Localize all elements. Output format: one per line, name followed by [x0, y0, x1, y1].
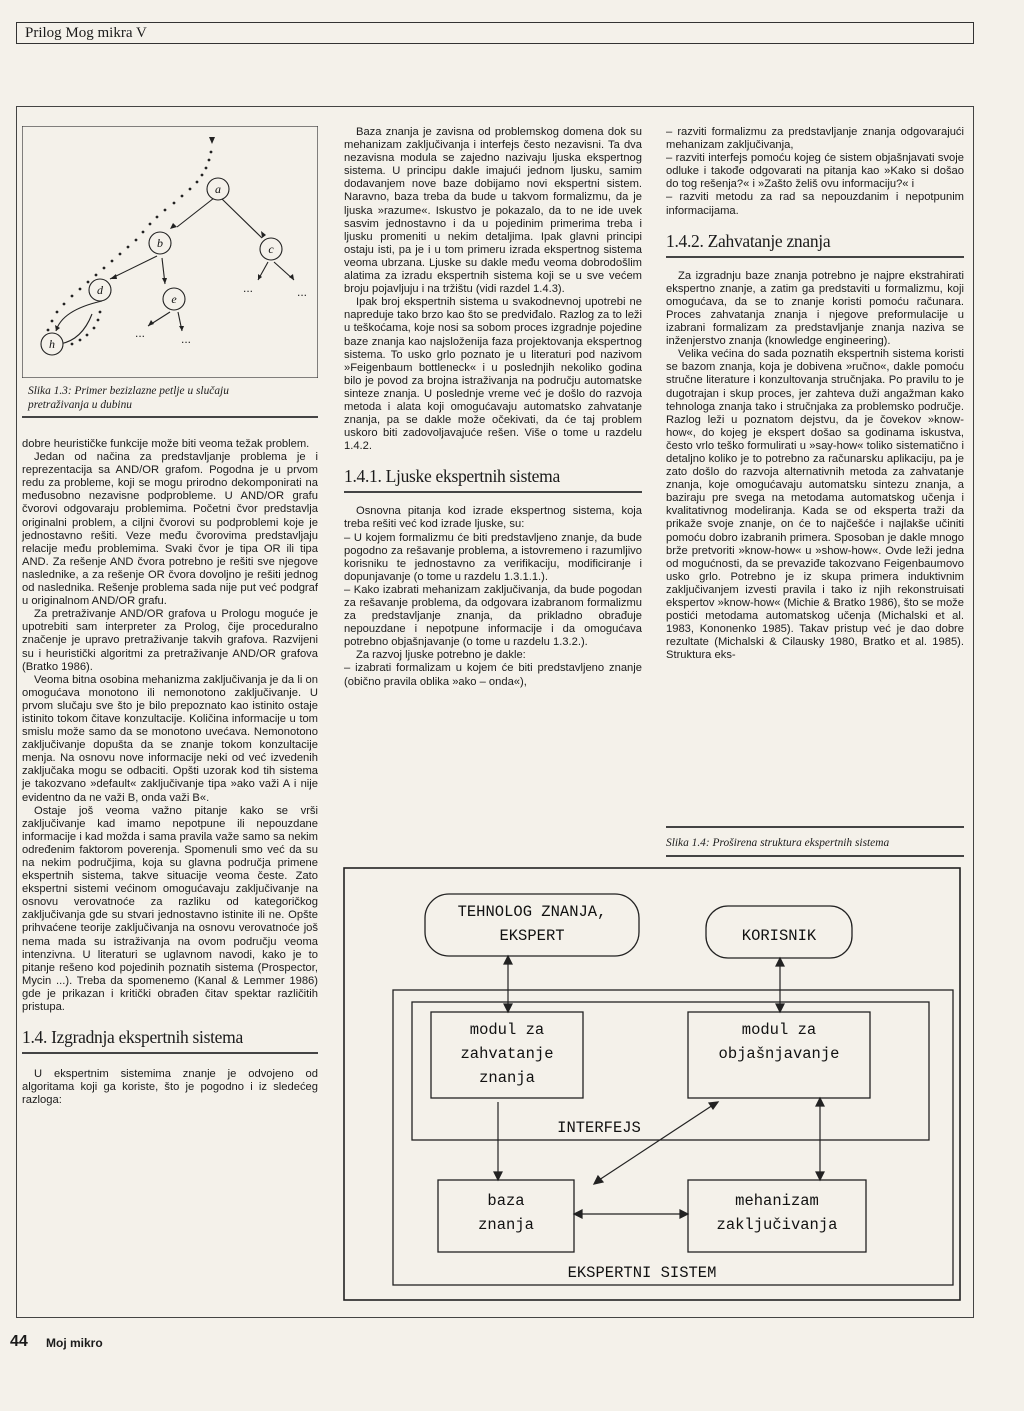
inference-engine-label-line1: mehanizam	[735, 1192, 819, 1210]
magazine-name: Moj mikro	[46, 1336, 103, 1350]
list-item: – Kako izabrati mehanizam zaključivanja, da bude pogodan za rešavanje problema, da odgovara izabranom formalizmu za predstavljanje znanja, da prikladno obrađuje nepouzdane i nepotpune informacije i da omogućava potrebno objašnjavanje (o tome u razdelu 1.3.2.).	[344, 583, 642, 649]
list-item: – razviti metodu za rad sa nepouzdanim i nepotpunim informacijama.	[666, 191, 964, 217]
node-label-e: e	[171, 292, 177, 306]
knowledge-base-label-line1: baza	[487, 1192, 525, 1210]
node-label-c: c	[268, 242, 274, 256]
knowledge-base-label-line2: znanja	[478, 1216, 534, 1234]
user-label: KORISNIK	[741, 927, 817, 945]
paragraph: Velika većina do sada poznatih ekspertnih sistema koristi se bazom znanja, koja je dobivena »ručno«, dakle pomoću stručne literature i konzultovanja stručnjaka. Po pravilu to je dugotrajan i skup proces, jer zahteva duži angažman kako tehnologa znanja tako i stručnjaka za problemsko područje. Razlog leži u poznatom dejstvu, da je čovekov »know-how«, do kojeg je ekspert došao sa godinama iskustva, često vrlo teško formulirati u »say-how« toliko sistematično i detaljno koliko je to potrebno za računarsku aplikaciju, pa je zato došlo do razvoja alternativnih metoda za zahvatanje znanja, koje omogućavaju automatsku sintezu znanja, a baziraju pre svega na metodama automatskog učenja i kvalitativnog modeliranja. Kada se od eksperta traži da prikaže svoje znanje, on će to najčešće i najlakše učiniti pomoću dobro izabranih primera. Sposoban je dakle mnogo brže pretvoriti »know-how« u »show-how«. Ovde leži jedna od mogućnosti, da se prevaziđe takozvano Feigenbaumovo usko grlo. Potrebno je iz skupa primera induktivnim zaključivanjem izvesti pravila i tako iz njih rekonstruisati ekspertov »know-how« (Michie & Bratko 1986), što se može postići metodama automatskog učenja (Michalski et al. 1983, Kononenko 1985). Takav pristup već je dao dobre rezultate (Michalski & Cilausky 1980, Bratko et al. 1985). Struktura eks-	[666, 348, 964, 662]
figure-1-3-caption: Slika 1.3: Primer bezizlazne petlje u slučaju pretraživanja u dubinu	[28, 385, 229, 411]
paragraph: Veoma bitna osobina mehanizma zaključivanja je da li on omogućava monotono ili nemonotono zaključivanje. U prvom slučaju sve što je bilo prepoznato kao istinito ostaje istinito tokom čitave konzultacije. Količina informacije u tom smislu može samo da se monotono uvećava. Nemonotono zaključivanje dopušta da se znanje tokom konzultacije menja. Na osnovu nove informacije neki od već izvedenih zaključaka mogu se odbaciti. Opšti uzorak kod tih sistema je takozvano »default« zaključivanje tipa »ako važi A i nije evidentno da ne važi B, onda važi B«.	[22, 673, 318, 804]
column-1	[22, 438, 318, 1107]
column-2	[344, 126, 642, 689]
list-item: – U kojem formalizmu će biti predstavljeno znanje, da bude pogodno za rešavanje problema, a istovremeno i razumljivo korisniku te jednostavno za verifikaciju, modificiranje i dopunjavanje (o tome u razdelu 1.3.1.1.).	[344, 531, 642, 583]
explanation-label-line2: objašnjavanje	[718, 1045, 840, 1063]
list-item: – izabrati formalizam u kojem će biti predstavljeno znanje (obično pravila oblika »ako – onda«),	[344, 662, 642, 688]
paragraph: dobre heurističke funkcije može biti veoma težak problem.	[22, 438, 310, 450]
paragraph: Za izgradnju baze znanja potrebno je najpre ekstrahirati ekspertno znanje, a zatim ga predstaviti u formalizmu, koji omogućava, da se to znanje koristi pomoću računara. Proces zahvatanja znanja i njegove preformulacije u izabrani formalizam za predstavljanje znanja naziva se inženjerstvo znanja (knowledge engineering).	[666, 269, 964, 348]
section-heading-1-4: 1.4. Izgradnja ekspertnih sistema	[22, 1026, 318, 1054]
node-label-a: a	[215, 182, 221, 196]
figure-1-4-diagram	[338, 862, 968, 1310]
column-3	[666, 126, 964, 662]
section-heading-1-4-1: 1.4.1. Ljuske ekspertnih sistema	[344, 465, 642, 493]
expert-label-line1: TEHNOLOG ZNANJA,	[457, 903, 607, 921]
ellipsis-e-left: ...	[134, 326, 146, 340]
section-heading-1-4-2: 1.4.2. Zahvatanje znanja	[666, 230, 964, 258]
expert-system-label: EKSPERTNI SISTEM	[567, 1264, 717, 1282]
ellipsis-c-right: ...	[296, 285, 308, 299]
caption-rule	[22, 416, 318, 418]
list-item: – razviti interfejs pomoću kojeg će sistem objašnjavati svoje odluke i takođe odgovarati na pitanja kao »Kako si došao do tog rešenja?« i »Zašto želiš ovu informaciju?« i	[666, 152, 964, 191]
node-label-h: h	[49, 337, 55, 351]
expert-label-line2: EKSPERT	[499, 927, 565, 945]
ellipsis-e-right: ...	[180, 332, 192, 346]
page-number: 44	[10, 1333, 28, 1350]
list-item: – razviti formalizmu za predstavljanje znanja odgovarajući mehanizam zaključivanja,	[666, 126, 964, 152]
interface-label: INTERFEJS	[557, 1119, 641, 1137]
acquisition-label-line2: zahvatanje	[460, 1045, 554, 1063]
paragraph: U ekspertnim sistemima znanje je odvojeno od algoritama koji ga koriste, što je pogodno i iz sledećeg razloga:	[22, 1068, 318, 1107]
ellipsis-c-left: ...	[242, 281, 254, 295]
paragraph: Za razvoj ljuske potrebno je dakle:	[356, 649, 526, 662]
figure-1-4-caption: Slika 1.4: Proširena struktura ekspertnih sistema	[666, 837, 890, 849]
paragraph: Ipak broj ekspertnih sistema u svakodnevnoj upotrebi ne napreduje tako brzo kao što se predviđalo. Razlog za to leži u teškoćama, koje nosi sa sobom proces izgradnje pojedine baze znanja kao najsloženija faza projektovanja ekspertnog sistema. To usko grlo poznato je u literaturi pod nazivom »Feigenbaum bottleneck« i u poslednjih nekoliko godina bilo je povod za brojna istraživanja na području automatske sinteze znanja. U poslednje vreme već je došlo do razvoja metoda i alata koji omogućavaju automatsko zahvatanje znanja, pa se dakle može očekivati, da će taj problem uskoro biti zadovoljavajuće rešen. Više o tome u razdelu 1.4.2.	[344, 296, 642, 453]
paragraph: Za pretraživanje AND/OR grafova u Prologu moguće je upotrebiti sam interpreter za Prolog, čije proceduralno značenje je upravo pretraživanje takvih grafova. Razvijeni su i heuristički algoritmi za pretraživanje AND/OR grafova (Bratko 1986).	[22, 608, 318, 673]
caption-rule	[666, 826, 964, 828]
paragraph: Baza znanja je zavisna od problemskog domena dok su mehanizam zaključivanja i interfejs često nezavisni. Ta dva nezavisna modula se zajedno nazivaju ljuska ekspertnog sistema. U principu dakle imajući jednom ljusku, samim dodavanjem nove baze dobijamo novi ekspertni sistem. Naravno, baza treba da bude u takvom formalizmu, da je ljuska »razume«. Iskustvo je pokazalo, da to ne ide uvek sasvim jednostavno i da u pojedinim primerima treba i ljusku promeniti u nekim detaljima. Ipak glavni principi ostaju isti, pa je i u tom primeru izrada ekspertnog sistema veoma ubrzana. Ljuske su dakle među veoma dobrodošlim alatima za izradu ekspertnih sistema koji se u sve većem broju pojavljuju i na tržištu (vidi razdel 1.4.3).	[344, 126, 642, 296]
node-label-d: d	[97, 283, 103, 297]
node-label-b: b	[157, 236, 163, 250]
paragraph: Ostaje još veoma važno pitanje kako se vrši zaključivanje kad imamo nepotpune ili nepouzdane informacije i kad možda i sama pravila važe samo sa nekim određenim faktorom poverenja. Spomenuli smo već da su na nekim područjima, koja su glavna područja primene ekspertnih sistema, takve situacije veoma česte. Zato ekspertni sistemi većinom omogućavaju zaključivanje na osnovu verovatnoće za razliku od kategoričkog zaključivanja gde su stvari jednostavno istinite ili ne. Opšte prihvaćene teorije zaključivanja na osnovu verovatnoće još nema mada su istraživanja na ovom području veoma intenzivna. U literaturi se uglavnom navodi, kako je to pitanje rešeno kod pojedinih poznatih sistema (Prospector, Mycin ...). Treba da spomenemo (Kanal & Lemmer 1986) gde je prikazan i kritički obrađen čitav spektar različitih pristupa.	[22, 804, 318, 1014]
acquisition-label-line3: znanja	[479, 1069, 535, 1087]
paragraph: Jedan od načina za predstavljanje problema je i reprezentacija sa AND/OR grafom. Pogodna je u prvom redu za probleme, koji se mogu prirodno dekomponirati na međusobno nezavisne podprobleme. U AND/OR grafu čvorovi odgovaraju problemima. Početni čvor predstavlja originalni problem, a ciljni čvorovi su podproblemi koje je jednostavno rešiti. Veze među čvorovima predstavljaju relacije među problemima. Svaki čvor je tipa OR ili tipa AND. Za rešenje AND čvora potrebno je rešiti sve njegove naslednike, a za rešenje OR čvora dovoljno je rešiti jednog od naslednika. Rešenje problema sada nije put već podgraf u originalnom AND/OR grafu.	[22, 451, 318, 608]
paragraph: Osnovna pitanja kod izrade ekspertnog sistema, koja treba rešiti već kod izrade ljuske, su:	[344, 505, 642, 531]
figure-1-3-diagram	[22, 126, 318, 378]
inference-engine-label-line2: zaključivanja	[716, 1216, 838, 1234]
explanation-label-line1: modul za	[741, 1021, 817, 1039]
acquisition-label-line1: modul za	[469, 1021, 545, 1039]
caption-rule	[666, 855, 964, 857]
running-head: Prilog Mog mikra V	[16, 22, 974, 44]
